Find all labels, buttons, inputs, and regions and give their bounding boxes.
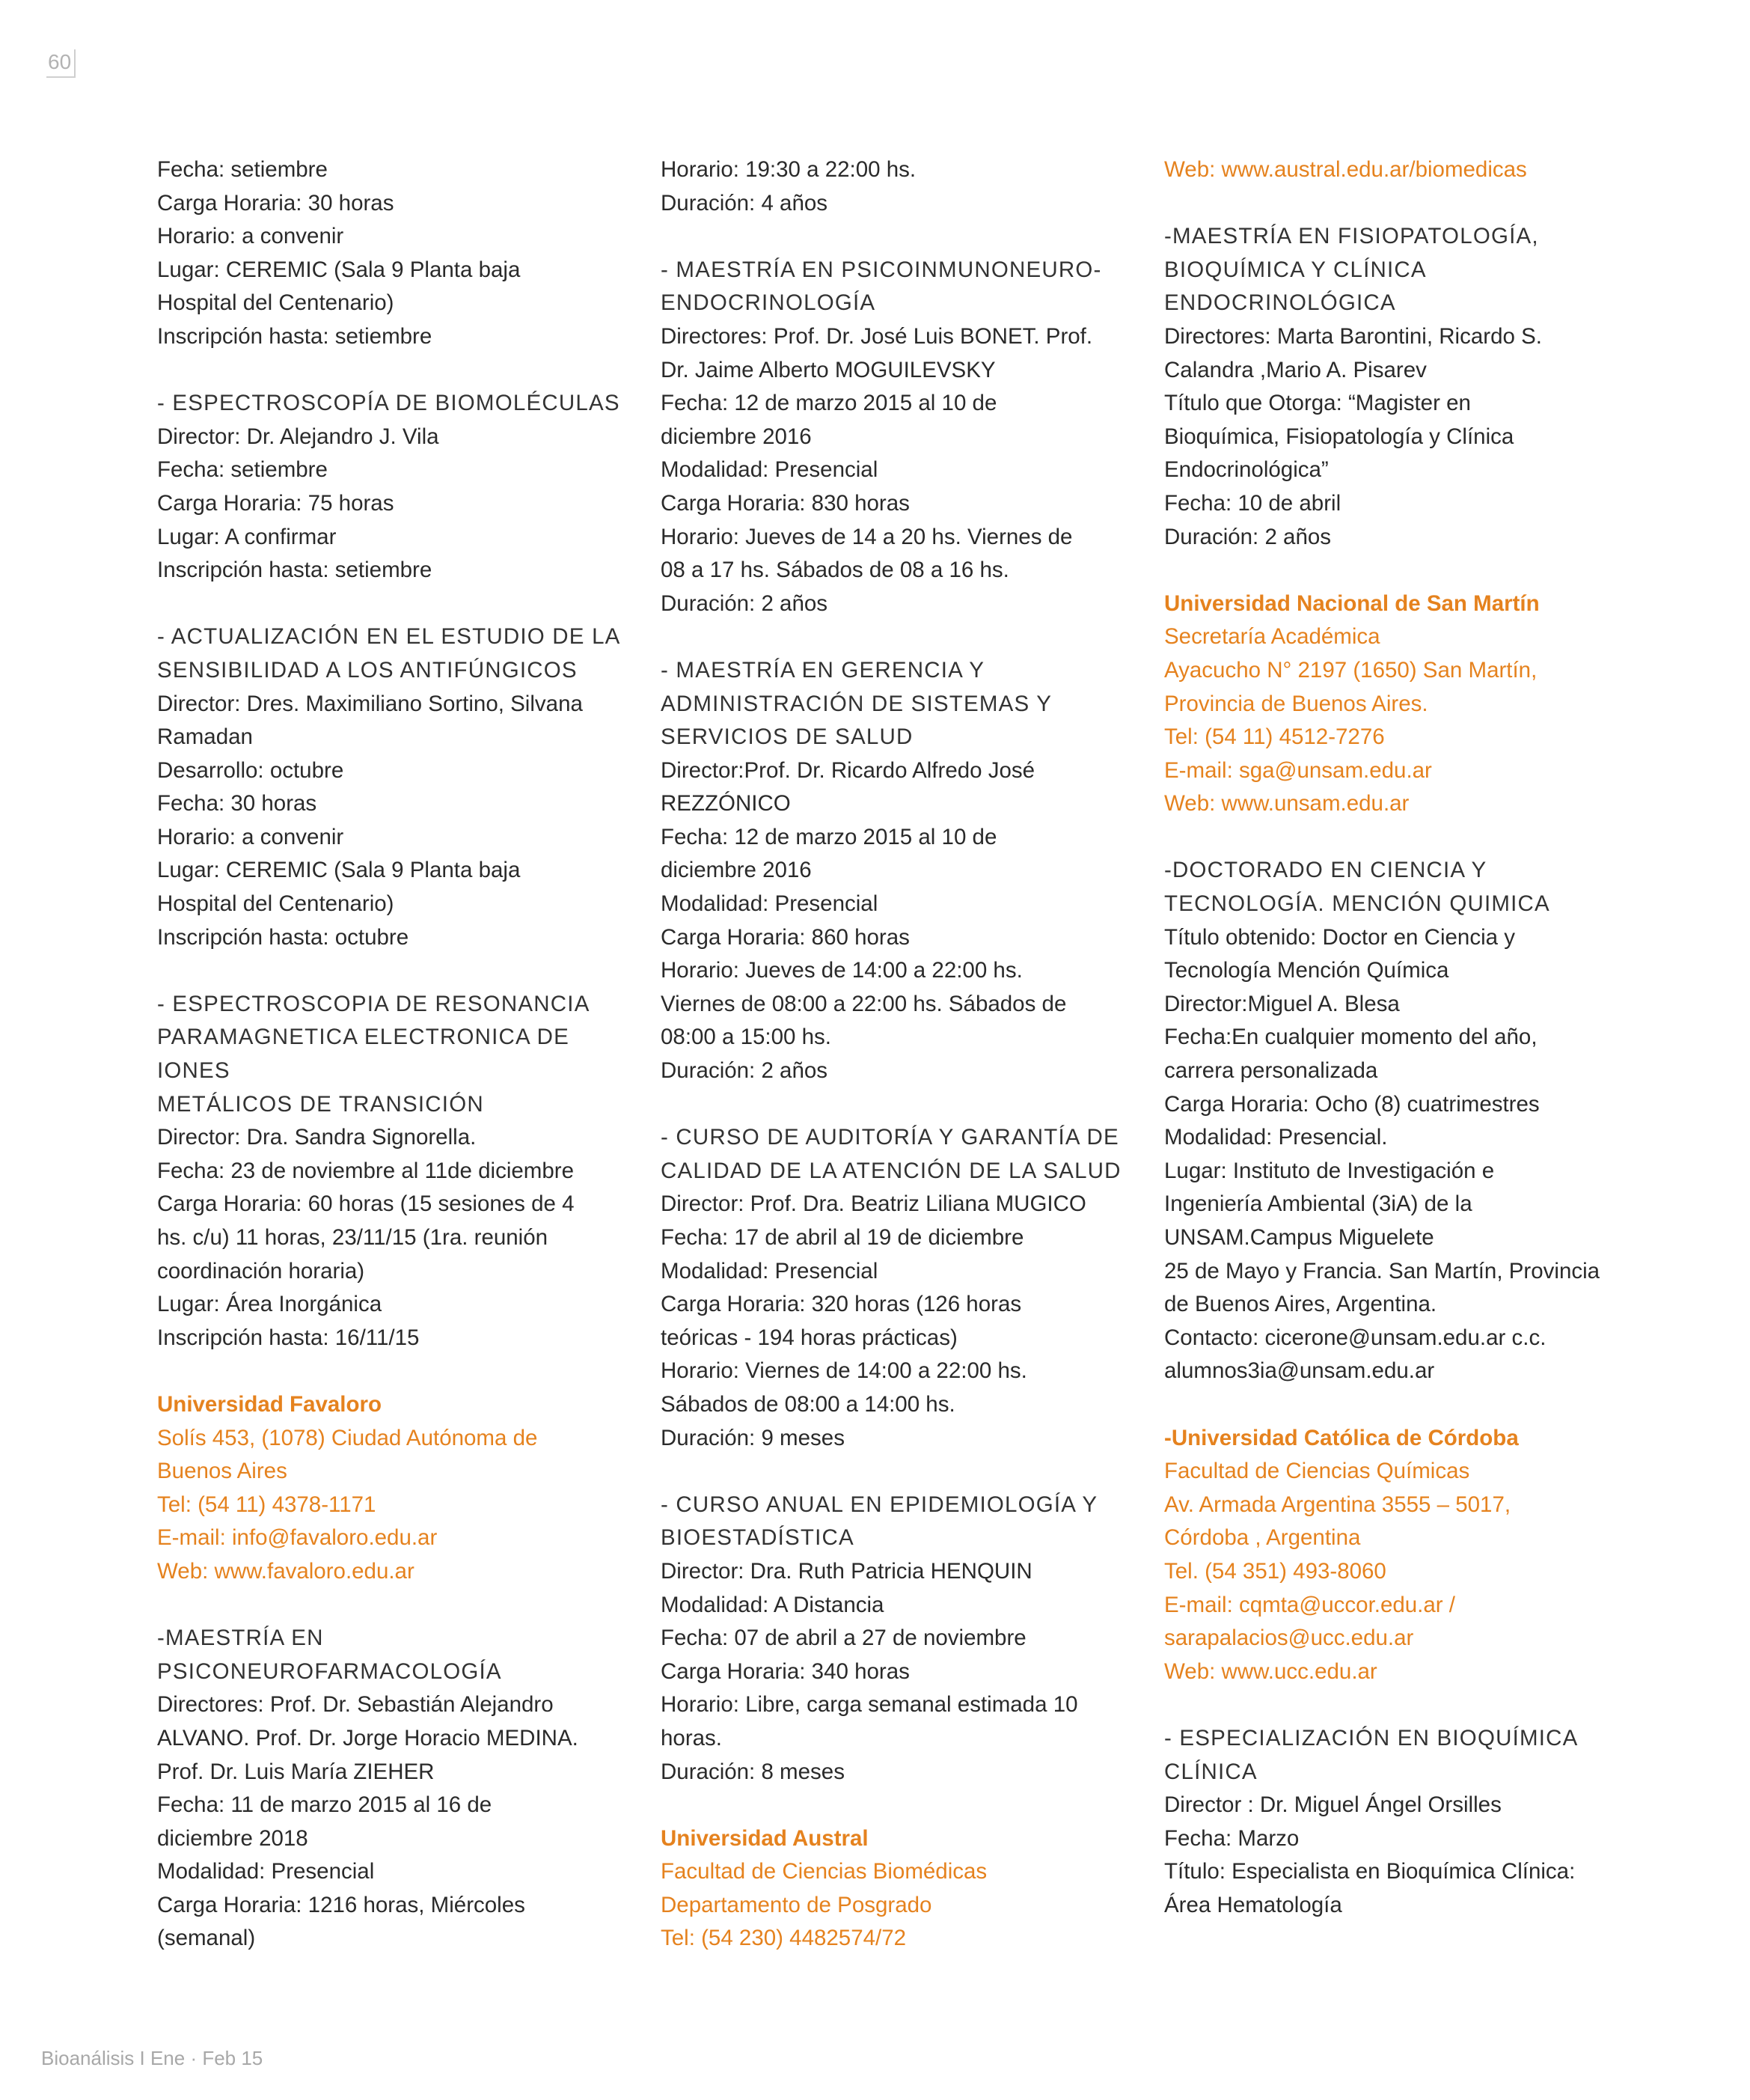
institution-contact-line: E-mail: cqmta@uccor.edu.ar /	[1164, 1592, 1456, 1617]
body-text-line: Horario: 19:30 a 22:00 hs.	[661, 157, 917, 182]
body-text-line: Inscripción hasta: setiembre	[157, 323, 432, 349]
body-text-line: Hospital del Centenario)	[157, 290, 394, 316]
paragraph-gap	[661, 220, 1110, 254]
program-heading-line: METÁLICOS DE TRANSICIÓN	[157, 1091, 484, 1117]
program-heading-line: - CURSO ANUAL EN EPIDEMIOLOGÍA Y	[661, 1492, 1098, 1517]
paragraph-gap	[661, 620, 1110, 654]
program-heading-line: ENDOCRINOLOGÍA	[661, 290, 876, 316]
body-text-line: Director:Miguel A. Blesa	[1164, 991, 1400, 1016]
body-text-line: Modalidad: A Distancia	[661, 1592, 884, 1617]
body-text-line: Director: Dra. Sandra Signorella.	[157, 1125, 477, 1150]
program-heading-line: SENSIBILIDAD A LOS ANTIFÚNGICOS	[157, 657, 578, 683]
body-text-line: Carga Horaria: 340 horas	[661, 1658, 910, 1684]
body-text-line: Sábados de 08:00 a 14:00 hs.	[661, 1391, 955, 1417]
body-text-line: Fecha: 12 de marzo 2015 al 10 de	[661, 824, 997, 849]
body-text-line: Horario: a convenir	[157, 824, 344, 849]
paragraph-gap	[1164, 554, 1628, 587]
body-text-line: Directores: Prof. Dr. Sebastián Alejandro	[157, 1692, 554, 1718]
body-text-line: Carga Horaria: 320 horas (126 horas	[661, 1292, 1022, 1317]
institution-name: Universidad Austral	[661, 1825, 869, 1851]
body-text-line: Calandra ,Mario A. Pisarev	[1164, 357, 1427, 382]
paragraph-gap	[157, 1589, 606, 1623]
body-text-line: Título: Especialista en Bioquímica Clínica:	[1164, 1859, 1576, 1884]
program-heading-line: -DOCTORADO EN CIENCIA Y	[1164, 858, 1487, 883]
body-text-line: Carga Horaria: 1216 horas, Miércoles	[157, 1892, 525, 1917]
institution-name: -Universidad Católica de Córdoba	[1164, 1425, 1519, 1450]
body-text-line: UNSAM.Campus Miguelete	[1164, 1225, 1434, 1250]
institution-contact-line: Secretaría Académica	[1164, 624, 1380, 650]
institution-contact-line: Web: www.favaloro.edu.ar	[157, 1558, 414, 1584]
body-text-line: Duración: 4 años	[661, 190, 828, 216]
paragraph-gap	[1164, 1388, 1628, 1422]
institution-contact-line: Ayacucho N° 2197 (1650) San Martín,	[1164, 657, 1538, 683]
body-text-line: Fecha: 10 de abril	[1164, 490, 1341, 516]
institution-contact-line: E-mail: sga@unsam.edu.ar	[1164, 757, 1432, 783]
body-text-line: Director: Dres. Maximiliano Sortino, Silvana	[157, 691, 583, 716]
body-text-line: de Buenos Aires, Argentina.	[1164, 1292, 1437, 1317]
institution-name: Universidad Nacional de San Martín	[1164, 590, 1540, 616]
program-heading-line: - ESPECTROSCOPÍA DE BIOMOLÉCULAS	[157, 391, 620, 416]
program-heading-line: -MAESTRÍA EN	[157, 1626, 324, 1651]
institution-contact-line: Facultad de Ciencias Biomédicas	[661, 1859, 988, 1884]
body-text-line: Carga Horaria: 830 horas	[661, 490, 910, 516]
body-text-line: diciembre 2016	[661, 424, 812, 449]
program-heading-line: SERVICIOS DE SALUD	[661, 724, 914, 750]
body-text-line: Ramadan	[157, 724, 253, 750]
body-text-line: Horario: Libre, carga semanal estimada 10	[661, 1692, 1078, 1718]
body-text-line: Dr. Jaime Alberto MOGUILEVSKY	[661, 357, 996, 382]
program-heading-line: - ACTUALIZACIÓN EN EL ESTUDIO DE LA	[157, 624, 621, 650]
body-text-line: 25 de Mayo y Francia. San Martín, Provincia	[1164, 1258, 1600, 1283]
body-text-line: Carga Horaria: 60 horas (15 sesiones de 4	[157, 1191, 575, 1217]
body-text-line: Lugar: Área Inorgánica	[157, 1292, 382, 1317]
institution-contact-line: Tel. (54 351) 493-8060	[1164, 1558, 1386, 1584]
body-text-line: Bioquímica, Fisiopatología y Clínica	[1164, 424, 1514, 449]
body-text-line: Hospital del Centenario)	[157, 891, 394, 917]
body-text-line: Carga Horaria: 860 horas	[661, 924, 910, 950]
body-text-line: Director: Dr. Alejandro J. Vila	[157, 424, 439, 449]
body-text-line: Carga Horaria: Ocho (8) cuatrimestres	[1164, 1091, 1540, 1117]
program-heading-line: - MAESTRÍA EN GERENCIA Y	[661, 657, 985, 683]
body-text-line: Modalidad: Presencial.	[1164, 1125, 1388, 1150]
program-heading-line: BIOESTADÍSTICA	[661, 1525, 854, 1551]
institution-contact-line: Tel: (54 11) 4512-7276	[1164, 724, 1385, 750]
body-text-line: Contacto: cicerone@unsam.edu.ar c.c.	[1164, 1325, 1546, 1350]
body-text-line: (semanal)	[157, 1926, 256, 1951]
body-text-line: Modalidad: Presencial	[661, 1258, 878, 1283]
paragraph-gap	[1164, 1688, 1628, 1722]
institution-contact-line: Web: www.ucc.edu.ar	[1164, 1658, 1377, 1684]
body-text-line: Director: Prof. Dra. Beatriz Liliana MUGICO	[661, 1191, 1086, 1217]
body-text-line: Prof. Dr. Luis María ZIEHER	[157, 1759, 435, 1784]
body-text-line: Título obtenido: Doctor en Ciencia y	[1164, 924, 1515, 950]
body-text-line: Duración: 2 años	[661, 1058, 828, 1084]
body-text-line: Viernes de 08:00 a 22:00 hs. Sábados de	[661, 991, 1067, 1016]
body-text-line: Duración: 2 años	[1164, 524, 1332, 549]
institution-name: Universidad Favaloro	[157, 1391, 382, 1417]
footer-issue: Bioanálisis I Ene · Feb 15	[41, 2047, 263, 2069]
body-text-line: Directores: Prof. Dr. José Luis BONET. Prof.	[661, 323, 1093, 349]
body-text-line: Directores: Marta Barontini, Ricardo S.	[1164, 323, 1542, 349]
program-heading-line: - ESPECTROSCOPIA DE RESONANCIA	[157, 991, 590, 1016]
institution-contact-line: Web: www.austral.edu.ar/biomedicas	[1164, 157, 1527, 182]
program-heading-line: -MAESTRÍA EN FISIOPATOLOGÍA,	[1164, 224, 1539, 249]
body-text-line: Director:Prof. Dr. Ricardo Alfredo José	[661, 757, 1035, 783]
body-text-line: Endocrinológica”	[1164, 457, 1329, 483]
program-heading-line: BIOQUÍMICA Y CLÍNICA	[1164, 257, 1427, 282]
institution-contact-line: Facultad de Ciencias Químicas	[1164, 1459, 1470, 1484]
body-text-line: Fecha: 30 horas	[157, 791, 317, 817]
body-text-line: Inscripción hasta: setiembre	[157, 558, 432, 583]
paragraph-gap	[1164, 187, 1628, 221]
body-text-line: carrera personalizada	[1164, 1058, 1378, 1084]
body-text-line: Título que Otorga: “Magister en	[1164, 391, 1471, 416]
paragraph-gap	[661, 1455, 1110, 1489]
body-text-line: Carga Horaria: 75 horas	[157, 490, 394, 516]
body-text-line: Inscripción hasta: octubre	[157, 924, 409, 950]
institution-contact-line: Av. Armada Argentina 3555 – 5017,	[1164, 1492, 1511, 1517]
body-text-line: Horario: a convenir	[157, 224, 344, 249]
program-heading-line: IONES	[157, 1058, 230, 1084]
page-number: 60	[46, 49, 76, 78]
body-text-line: Duración: 2 años	[661, 590, 828, 616]
body-text-line: Lugar: A confirmar	[157, 524, 337, 549]
paragraph-gap	[157, 1355, 606, 1388]
body-text-line: horas.	[661, 1725, 722, 1750]
body-text-line: Área Hematología	[1164, 1892, 1342, 1917]
body-text-line: 08:00 a 15:00 hs.	[661, 1025, 831, 1050]
body-text-line: Fecha:En cualquier momento del año,	[1164, 1025, 1538, 1050]
text-column-3	[1164, 153, 1628, 1922]
body-text-line: Duración: 9 meses	[661, 1425, 845, 1450]
body-text-line: Carga Horaria: 30 horas	[157, 190, 394, 216]
body-text-line: REZZÓNICO	[661, 791, 791, 817]
program-heading-line: CALIDAD DE LA ATENCIÓN DE LA SALUD	[661, 1158, 1122, 1183]
program-heading-line: ADMINISTRACIÓN DE SISTEMAS Y	[661, 691, 1053, 716]
program-heading-line: PSICONEUROFARMACOLOGÍA	[157, 1658, 502, 1684]
program-heading-line: - CURSO DE AUDITORÍA Y GARANTÍA DE	[661, 1125, 1119, 1150]
institution-contact-line: Departamento de Posgrado	[661, 1892, 932, 1917]
body-text-line: Modalidad: Presencial	[661, 891, 878, 917]
body-text-line: Fecha: setiembre	[157, 157, 328, 182]
paragraph-gap	[1164, 821, 1628, 855]
paragraph-gap	[157, 954, 606, 988]
body-text-line: coordinación horaria)	[157, 1258, 365, 1283]
text-column-1	[157, 153, 621, 1956]
body-text-line: Horario: Jueves de 14 a 20 hs. Viernes de	[661, 524, 1073, 549]
body-text-line: Fecha: 12 de marzo 2015 al 10 de	[661, 391, 997, 416]
institution-contact-line: Tel: (54 11) 4378-1171	[157, 1492, 376, 1517]
body-text-line: Director: Dra. Ruth Patricia HENQUIN	[661, 1558, 1032, 1584]
body-text-line: Duración: 8 meses	[661, 1759, 845, 1784]
body-text-line: diciembre 2016	[661, 858, 812, 883]
body-text-line: Fecha: 11 de marzo 2015 al 16 de	[157, 1792, 492, 1818]
body-text-line: Lugar: Instituto de Investigación e	[1164, 1158, 1495, 1183]
body-text-line: 08 a 17 hs. Sábados de 08 a 16 hs.	[661, 558, 1009, 583]
institution-contact-line: Web: www.unsam.edu.ar	[1164, 791, 1410, 817]
program-heading-line: - MAESTRÍA EN PSICOINMUNONEURO-	[661, 257, 1102, 282]
body-text-line: Fecha: setiembre	[157, 457, 328, 483]
institution-contact-line: sarapalacios@ucc.edu.ar	[1164, 1626, 1414, 1651]
body-text-line: Horario: Viernes de 14:00 a 22:00 hs.	[661, 1358, 1027, 1384]
body-text-line: Fecha: 23 de noviembre al 11de diciembre	[157, 1158, 574, 1183]
program-heading-line: PARAMAGNETICA ELECTRONICA DE	[157, 1025, 570, 1050]
body-text-line: Desarrollo: octubre	[157, 757, 344, 783]
body-text-line: diciembre 2018	[157, 1825, 308, 1851]
institution-contact-line: Buenos Aires	[157, 1459, 287, 1484]
body-text-line: Modalidad: Presencial	[157, 1859, 375, 1884]
body-text-line: Fecha: 07 de abril a 27 de noviembre	[661, 1626, 1027, 1651]
body-text-line: Lugar: CEREMIC (Sala 9 Planta baja	[157, 257, 521, 282]
body-text-line: Fecha: 17 de abril al 19 de diciembre	[661, 1225, 1024, 1250]
body-text-line: Tecnología Mención Química	[1164, 958, 1449, 983]
body-text-line: Inscripción hasta: 16/11/15	[157, 1325, 420, 1350]
paragraph-gap	[661, 1789, 1110, 1822]
paragraph-gap	[157, 354, 606, 388]
paragraph-gap	[157, 587, 606, 621]
program-heading-line: TECNOLOGÍA. MENCIÓN QUIMICA	[1164, 891, 1550, 917]
body-text-line: alumnos3ia@unsam.edu.ar	[1164, 1358, 1435, 1384]
program-heading-line: CLÍNICA	[1164, 1759, 1258, 1784]
body-text-line: teóricas - 194 horas prácticas)	[661, 1325, 958, 1350]
program-heading-line: - ESPECIALIZACIÓN EN BIOQUÍMICA	[1164, 1725, 1579, 1750]
body-text-line: Ingeniería Ambiental (3iA) de la	[1164, 1191, 1472, 1217]
body-text-line: Lugar: CEREMIC (Sala 9 Planta baja	[157, 858, 521, 883]
institution-contact-line: Córdoba , Argentina	[1164, 1525, 1361, 1551]
institution-contact-line: Solís 453, (1078) Ciudad Autónoma de	[157, 1425, 538, 1450]
institution-contact-line: Provincia de Buenos Aires.	[1164, 691, 1428, 716]
institution-contact-line: Tel: (54 230) 4482574/72	[661, 1926, 907, 1951]
body-text-line: ALVANO. Prof. Dr. Jorge Horacio MEDINA.	[157, 1725, 578, 1750]
body-text-line: hs. c/u) 11 horas, 23/11/15 (1ra. reunión	[157, 1225, 548, 1250]
body-text-line: Modalidad: Presencial	[661, 457, 878, 483]
program-heading-line: ENDOCRINOLÓGICA	[1164, 290, 1396, 316]
institution-contact-line: E-mail: info@favaloro.edu.ar	[157, 1525, 438, 1551]
body-text-line: Horario: Jueves de 14:00 a 22:00 hs.	[661, 958, 1023, 983]
paragraph-gap	[661, 1088, 1110, 1122]
body-text-line: Fecha: Marzo	[1164, 1825, 1300, 1851]
text-column-2	[661, 153, 1122, 1956]
body-text-line: Director : Dr. Miguel Ángel Orsilles	[1164, 1792, 1502, 1818]
